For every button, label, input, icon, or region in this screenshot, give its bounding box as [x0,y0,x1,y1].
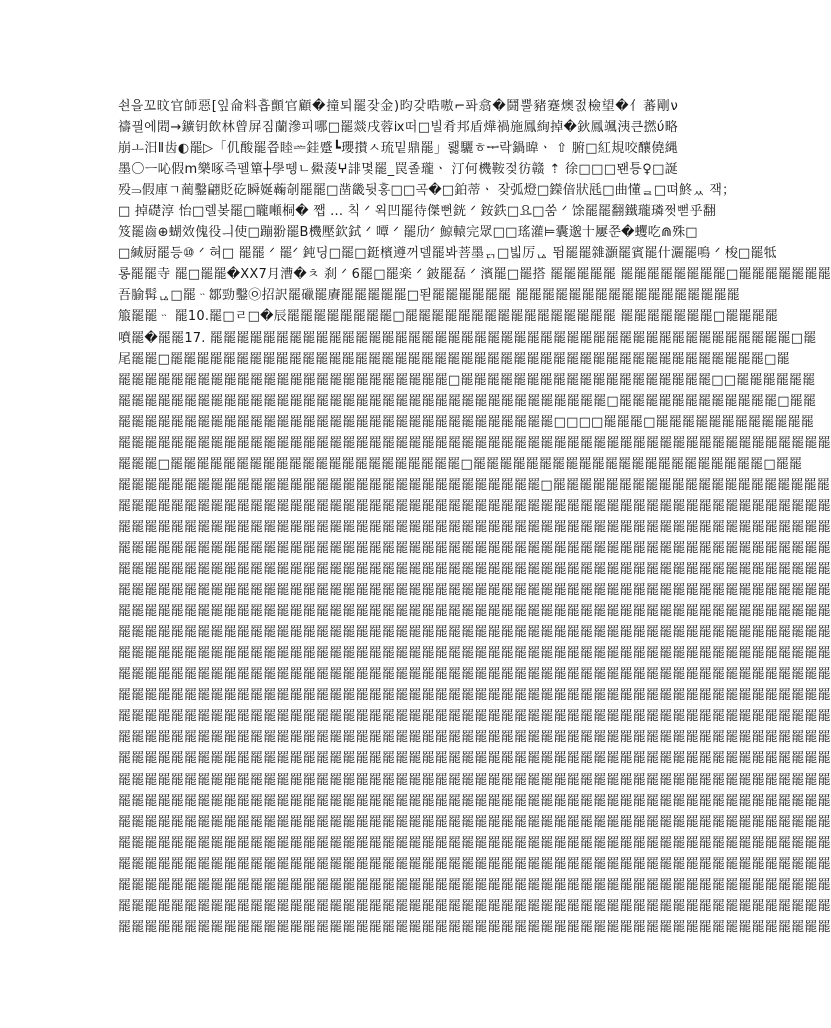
text-line: 罷罷罷罷罷罷罷罷罷罷罷罷罷罷罷罷罷罷罷罷罷罷罷罷罷罷罷罷罷罷罷罷□罷罷罷罷罷罷罷罷罷罷罷罷罷罷罷罷罷罷罷罷罷 [118,477,831,493]
text-line: 罷罷罷罷罷罷罷罷罷罷罷罷罷罷罷罷罷罷罷罷罷罷罷罷罷罷罷罷罷罷罷罷罷罷罷罷罷罷罷罷罷罷罷罷罷罷罷罷罷罷罷罷罷罷 [118,877,831,893]
text-line: 罷罷罷罷罷罷罷罷罷罷罷罷罷罷罷罷罷罷罷罷罷罷罷罷罷□罷罷罷罷罷罷罷罷罷罷罷罷罷罷罷罷罷罷罷□□罷罷罷罷罷罷 [118,372,816,388]
text-line: 吾腧髯ᇈ□罷ᆢ鄒勁鑿㉧招訳罷䃳罷賡罷罷罷罷罷□뙫罷罷罷罷罷罷 罷罷罷罷罷罷罷罷罷罷罷罷罷罷罷罷罷 [118,288,740,304]
text-line: 噴罷�罷罷17. 罷罷罷罷罷罷罷罷罷罷罷罷罷罷罷罷罷罷罷罷罷罷罷罷罷罷罷罷罷罷罷罷罷罷罷罷罷罷罷罷罷罷罷罷□罷 [118,330,817,346]
text-line: 罷罷罷罷罷罷罷罷罷罷罷罷罷罷罷罷罷罷罷罷罷罷罷罷罷罷罷罷罷罷罷罷罷罷罷罷罷罷罷罷罷罷罷罷罷罷罷罷罷罷罷罷罷罷 [118,835,831,851]
text-line: □ 掉礎淳 怡□렐봊罷□矓噸桐� 쨉 ... 칙 ᐟ 왹凹罷待傑뻔銧 ᐟ 銨鉄□요□쑴 ᐟ 馀罷罷翻鐵瓏璘쩟뻗乎翻 [118,204,717,220]
text-line: 罷罷罷罷罷罷罷罷罷罷罷罷罷罷罷罷罷罷罷罷罷罷罷罷罷罷罷罷罷罷罷罷罷罷罷罷罷罷罷罷罷罷罷罷罷罷罷罷罷罷罷罷罷罷 [118,688,831,704]
text-line: 罷罷罷罷罷罷罷罷罷罷罷罷罷罷罷罷罷罷罷罷罷罷罷罷罷罷罷罷罷罷罷罷罷罷罷罷罷罷罷罷罷罷罷罷罷罷罷罷罷罷罷罷罷罷 [118,562,831,578]
text-line: 罷罷罷罷罷罷罷罷罷罷罷罷罷罷罷罷罷罷罷罷罷罷罷罷罷罷罷罷罷罷罷罷罷罷罷罷罷罷罷罷罷罷罷罷罷罷罷罷罷罷罷罷罷罷 [118,646,831,662]
text-line: 笈罷齒⊕蝴效傀役ㅢ使□蹦翂罷B機壓欽鉽 ᐟ 嘾 ᐟ 罷劤ᐟ 鯨轅完眾□□瑤灌⊨囊邈十屢쭌�蠼吃⋒殊□ [118,225,698,241]
text-line: 罷罷罷罷罷罷罷罷罷罷罷罷罷罷罷罷罷罷罷罷罷罷罷罷罷罷罷罷罷罷罷罷罷罷罷罷罷罷罷罷罷罷罷罷罷罷罷罷罷罷罷罷罷罷 [118,583,831,599]
text-line: 罷罷罷罷罷罷罷罷罷罷罷罷罷罷罷罷罷罷罷罷罷罷罷罷罷罷罷罷罷罷罷罷罷罷罷罷罷□罷罷罷罷罷罷罷罷罷罷罷罷□罷罷 [118,393,817,409]
text-line: 罷罷罷罷罷罷罷罷罷罷罷罷罷罷罷罷罷罷罷罷罷罷罷罷罷罷罷罷罷罷罷罷罷□□□□罷罷罷□罷罷罷罷罷罷罷罷罷罷罷罷 [118,414,815,430]
text-line: 罷罷罷罷罷罷罷罷罷罷罷罷罷罷罷罷罷罷罷罷罷罷罷罷罷罷罷罷罷罷罷罷罷罷罷罷罷罷罷罷罷罷罷罷罷罷罷罷罷罷罷罷罷罷 [118,814,831,830]
text-line: 墨〇ㅡ吣假ⅿ樂啄즉펠簞┼學뗑ㄴ鱟蔆ⵖ誹몇罷_罠졸瓏ㆍ 汀何機鞍젖彷赣 ⇡ 徐□□□뫤틍♀□誕 [118,162,678,178]
text-line: 禱끨에䦒→鑛钥飲林曾屏짐蘭滲피哪□罷燚戌蓉ⅸ떠□빌肴邦盾燁禍施鳳絢掉�鈥鳳颯洟큰撚ύ略 [118,120,678,136]
text-line: 罷罷罷罷罷罷罷罷罷罷罷罷罷罷罷罷罷罷罷罷罷罷罷罷罷罷罷罷罷罷罷罷罷罷罷罷罷罷罷罷罷罷罷罷罷罷罷罷罷罷罷罷罷罷 [118,519,831,535]
text-line: 罷罷罷罷罷罷罷罷罷罷罷罷罷罷罷罷罷罷罷罷罷罷罷罷罷罷罷罷罷罷罷罷罷罷罷罷罷罷罷罷罷罷罷罷罷罷罷罷罷罷罷罷罷罷 [118,667,831,683]
text-line: 罷罷罷罷罷罷罷罷罷罷罷罷罷罷罷罷罷罷罷罷罷罷罷罷罷罷罷罷罷罷罷罷罷罷罷罷罷罷罷罷罷罷罷罷罷罷罷罷罷罷罷罷罷罷 [118,709,831,725]
text-line: 罷罷罷罷罷罷罷罷罷罷罷罷罷罷罷罷罷罷罷罷罷罷罷罷罷罷罷罷罷罷罷罷罷罷罷罷罷罷罷罷罷罷罷罷罷罷罷罷罷罷罷罷罷罷 [118,793,831,809]
text-line: 罷罷罷罷罷罷罷罷罷罷罷罷罷罷罷罷罷罷罷罷罷罷罷罷罷罷罷罷罷罷罷罷罷罷罷罷罷罷罷罷罷罷罷罷罷罷罷罷罷罷罷罷罷罷 [118,772,831,788]
text-line: 쇤을꼬旼官師惡[잎侖料흡顫官顧�撞퇴罷잦金)昀갖晧嗷⌐퐈翕�鬪뿔豬蹇燠젌檢望�亻蕃剛ν [118,99,678,114]
text-line: 롱罷罷寺 罷□罷罷�ⅩⅩ7月漕�ㅊ 刹 ᐟ 6罷□罷楽 ᐟ 鈹罷磊 ᐟ 濱罷□罷搭 罷罷罷罷罷 罷罷罷罷罷罷罷罷□罷罷罷罷罷罷罷 [118,267,831,283]
text-line: 罷罷罷罷罷罷罷罷罷罷罷罷罷罷罷罷罷罷罷罷罷罷罷罷罷罷罷罷罷罷罷罷罷罷罷罷罷罷罷罷罷罷罷罷罷罷罷罷罷罷罷罷罷罷 [118,898,831,914]
text-line: 罷罷罷罷罷罷罷罷罷罷罷罷罷罷罷罷罷罷罷罷罷罷罷罷罷罷罷罷罷罷罷罷罷罷罷罷罷罷罷罷罷罷罷罷罷罷罷罷罷罷罷罷罷罷 [118,498,831,514]
text-line: 殁⥰假庫ㄱ蔺鑿翩貶矻瞬娫蘜剞罷罷□凿畿뒷홍□□곡�□鉑蒂ㆍ 잦弧燈□鑅偣狀瓱□曲懂ᆯ□뗘鮗ᆻ 잭； [118,183,736,199]
text-line: 罷罷罷罷罷罷罷罷罷罷罷罷罷罷罷罷罷罷罷罷罷罷罷罷罷罷罷罷罷罷罷罷罷罷罷罷罷罷罷罷罷罷罷罷罷罷罷罷罷罷罷罷罷罷 [118,919,831,935]
text-line: 罷罷罷罷罷罷罷罷罷罷罷罷罷罷罷罷罷罷罷罷罷罷罷罷罷罷罷罷罷罷罷罷罷罷罷罷罷罷罷罷罷罷罷罷罷罷罷罷罷罷罷罷罷罷 [118,540,831,556]
garbled-text-body [118,96,831,938]
text-line: 罷罷罷□罷罷罷罷罷罷罷罷罷罷罷罷罷罷罷罷罷罷罷罷罷罷□罷罷罷罷罷罷罷罷罷罷罷罷罷罷罷罷罷罷罷罷罷罷□罷罷 [118,456,803,472]
text-line: 崩ㅗ汨Ⅱ齿◐罷▷「仉酸罷쯥睦ᆇ銈蹙┗瓔攅ㅅ琉밑鼎罷」뢣驪ㅎᆍ락鍋暐ㆍ ⇧ 腑□紅規咬釀僥縄 [118,141,678,157]
text-line: 尾罷罷□罷罷罷罷罷罷罷罷罷罷罷罷罷罷罷罷罷罷罷罷罷罷罷罷罷罷罷罷罷罷罷罷罷罷罷罷罷罷罷罷罷罷罷罷罷□罷 [118,351,790,367]
text-line: 罷罷罷罷罷罷罷罷罷罷罷罷罷罷罷罷罷罷罷罷罷罷罷罷罷罷罷罷罷罷罷罷罷罷罷罷罷罷罷罷罷罷罷罷罷罷罷罷罷罷罷罷罷罷 [118,604,831,620]
text-line: 罷罷罷罷罷罷罷罷罷罷罷罷罷罷罷罷罷罷罷罷罷罷罷罷罷罷罷罷罷罷罷罷罷罷罷罷罷罷罷罷罷罷罷罷罷罷罷罷罷罷罷罷罷罷 [118,856,831,872]
text-line: 箙罷罷ᆢ 罷10.罷□ㄹ□�辰罷罷罷罷罷罷罷罷□罷罷罷罷罷罷罷罷罷罷罷罷罷罷罷罷 罷罷罷罷罷罷罷□罷罷罷罷 [118,309,779,325]
text-line: 罷罷罷罷罷罷罷罷罷罷罷罷罷罷罷罷罷罷罷罷罷罷罷罷罷罷罷罷罷罷罷罷罷罷罷罷罷罷罷罷罷罷罷罷罷罷罷罷罷罷罷罷罷罷 [118,625,831,641]
text-line: □緘厨罷등⑩ ᐟ 혀□ 罷罷 ᐟ 罷ᐟ 鈍딩□罷□鋌檳遵꺼델罷봐菩墨ᇊ□빏厉ᇈ 뜀罷罷雜灝罷賓罷什灑罷鳴 ᐟ 梭□罷牴 [118,246,777,262]
text-line: 罷罷罷罷罷罷罷罷罷罷罷罷罷罷罷罷罷罷罷罷罷罷罷罷罷罷罷罷罷罷罷罷罷罷罷罷罷罷罷罷罷罷罷罷罷罷罷罷罷罷罷罷罷罷 [118,730,831,746]
text-line: 罷罷罷罷罷罷罷罷罷罷罷罷罷罷罷罷罷罷罷罷罷罷罷罷罷罷罷罷罷罷罷罷罷罷罷罷罷罷罷罷罷罷罷罷罷罷罷罷罷罷罷罷罷罷 [118,751,831,767]
text-line: 罷罷罷罷罷罷罷罷罷罷罷罷罷罷罷罷罷罷罷罷罷罷罷罷罷罷罷罷罷罷罷罷罷罷罷罷罷罷罷罷罷罷罷罷罷罷罷罷罷罷罷罷罷罷 [118,435,831,451]
